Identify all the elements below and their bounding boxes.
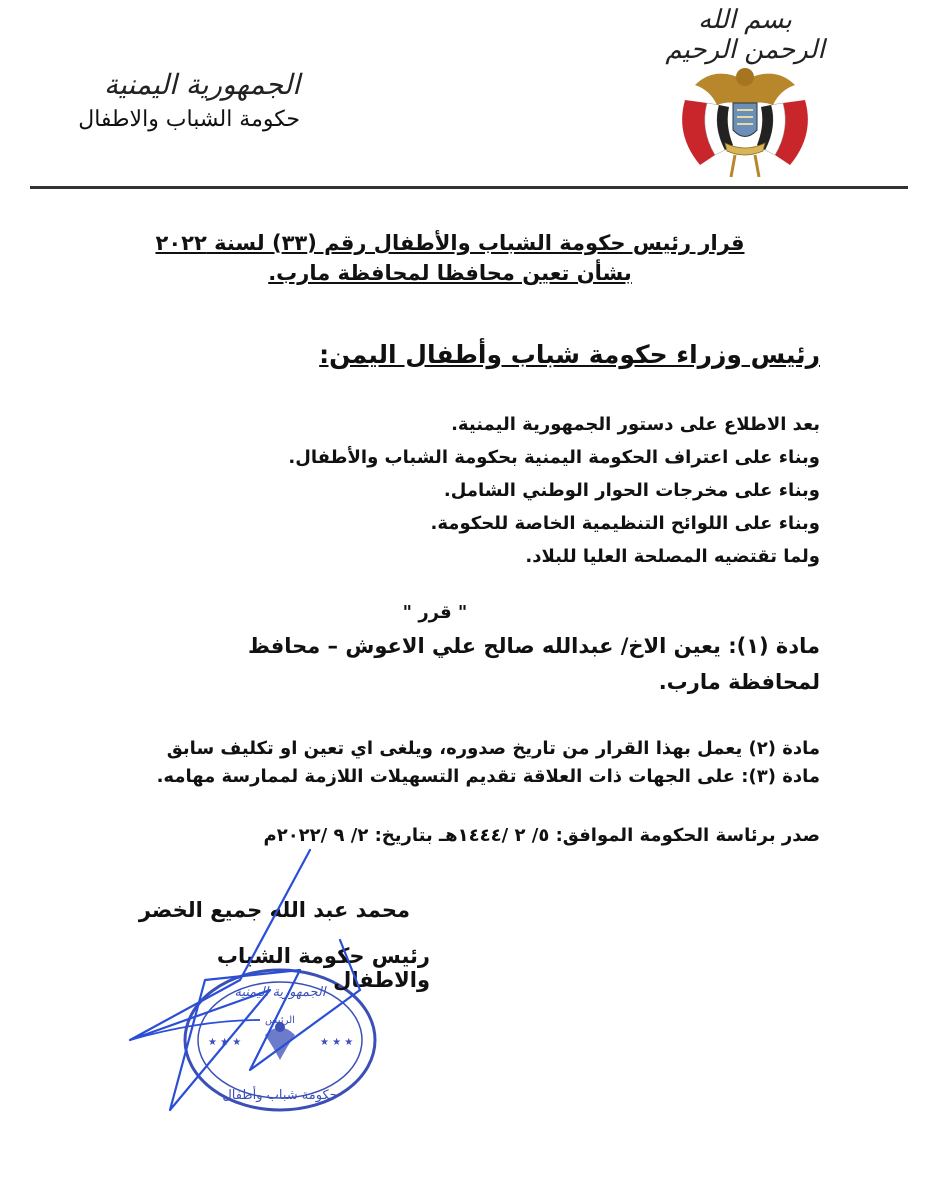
article-1: مادة (١): يعين الاخ/ عبدالله صالح علي الاعوش – محافظ لمحافظة مارب.: [247, 634, 820, 694]
stamp-bottom-text: حكومة شباب وأطفال: [222, 1088, 338, 1103]
svg-text:★ ★ ★: ★ ★ ★: [208, 1037, 242, 1048]
preamble-line: ولما تقتضيه المصلحة العليا للبلاد.: [525, 546, 820, 567]
decree-title-line2: بشأن تعين محافظا لمحافظة مارب.: [268, 261, 632, 285]
header-divider: [30, 186, 908, 189]
signatory-name: محمد عبد الله جميع الخضر: [138, 898, 410, 922]
government-name: حكومة الشباب والاطفال: [78, 107, 300, 132]
header-text-block: [60, 68, 300, 132]
preamble-line: وبناء على مخرجات الحوار الوطني الشامل.: [443, 480, 820, 501]
handwritten-signature: [110, 840, 410, 1130]
decision-word: " قرر ": [402, 602, 468, 623]
preamble-line: بعد الاطلاع على دستور الجمهورية اليمنية.: [451, 414, 820, 435]
decree-title-line1: قرار رئيس حكومة الشباب والأطفال رقم (٣٣) لسنة ٢٠٢٢: [155, 231, 745, 255]
national-emblem: [655, 5, 835, 185]
preamble-line: وبناء على اللوائح التنظيمية الخاصة للحكومة.: [430, 513, 820, 534]
svg-text:★ ★ ★: ★ ★ ★: [320, 1037, 354, 1048]
issuer-heading: [300, 340, 820, 369]
preamble-line: وبناء على اعتراف الحكومة اليمنية بحكومة الشباب والأطفال.: [288, 447, 820, 468]
decree-title: [140, 228, 760, 288]
eagle-emblem-icon: [655, 5, 835, 185]
stamp-center-text: الرئيس: [265, 1015, 295, 1026]
article-3: مادة (٣): على الجهات ذات العلاقة تقديم التسهيلات اللازمة لممارسة مهامه.: [156, 766, 820, 787]
signatory-title: رئيس حكومة الشباب والاطفال: [216, 944, 430, 992]
republic-name: الجمهورية اليمنية: [103, 68, 300, 101]
preamble: [200, 408, 820, 573]
issuer-heading-text: رئيس وزراء حكومة شباب وأطفال اليمن:: [319, 340, 820, 369]
article-2: مادة (٢) يعمل بهذا القرار من تاريخ صدوره، ويلغى اي تعين او تكليف سابق: [166, 738, 820, 759]
issue-date-line: صدر برئاسة الحكومة الموافق: ٥/ ٢ /١٤٤٤هـ بتاريخ: ٢/ ٩ /٢٠٢٢م: [263, 825, 820, 846]
basmala: بسم الله الرحمن الرحيم: [665, 5, 825, 65]
stamp-top-text: الجمهورية اليمنية: [234, 985, 326, 1000]
